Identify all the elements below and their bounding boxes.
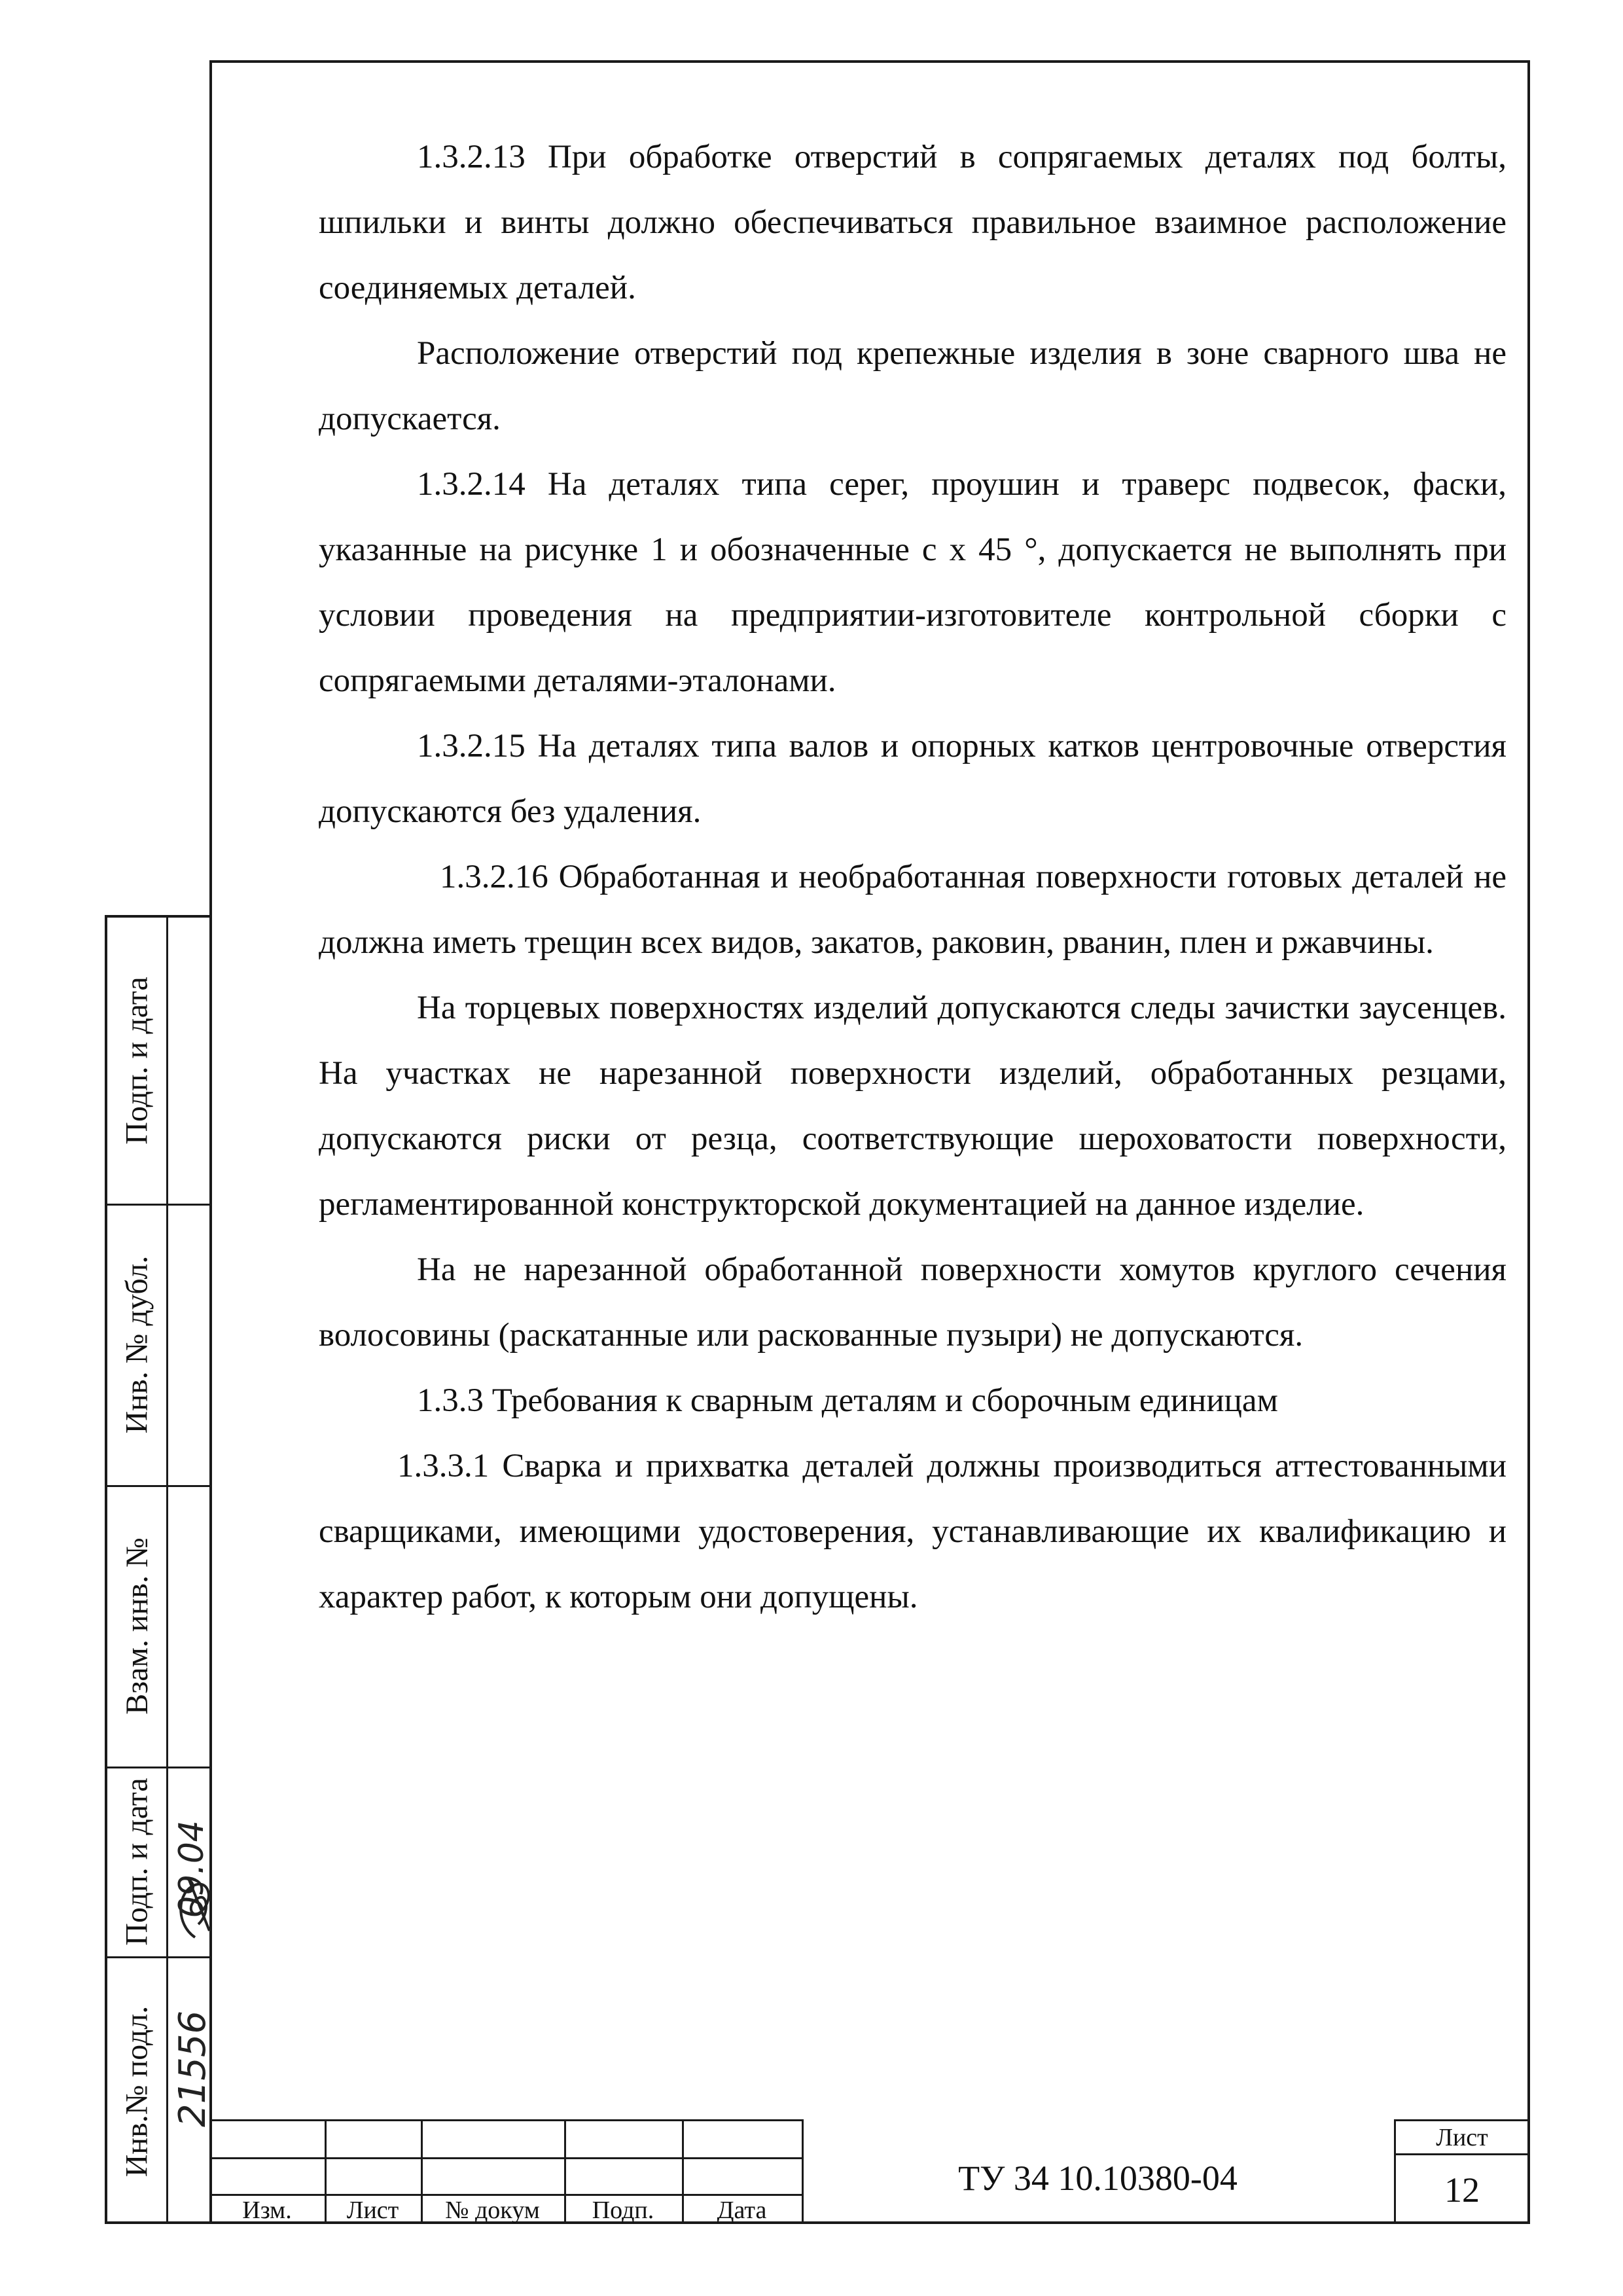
header-sheet: Лист [346, 2196, 399, 2224]
header-change: Изм. [242, 2196, 292, 2224]
document-body [319, 124, 1507, 1630]
handwritten-inv-number: 21556 [171, 2010, 214, 2127]
paragraph-holes-weld-zone: Расположение отверстий под крепежные изделия в зоне сварного шва не допускается. [319, 335, 1507, 437]
paragraph-1-3-2-13: 1.3.2.13 При обработке отверстий в сопрягаемых деталях под болты, шпильки и винты должно обеспечиваться правильное взаимное расположение соединяемых деталей. [319, 139, 1507, 306]
title-block-top-line [209, 2119, 802, 2121]
side-label-inv-dupl: Инв. № дубл. [119, 1255, 154, 1433]
side-label-replaces-inv: Взам. инв. № [119, 1537, 154, 1715]
paragraph-1-3-3-1: 1.3.3.1 Сварка и прихватка деталей должны производиться аттестованными сварщиками, имеющими удостоверения, устанавливающие их квалификацию и характер работ, к которым они допущены. [319, 1448, 1507, 1615]
heading-1-3-3: 1.3.3 Требования к сварным деталям и сборочным единицам [417, 1382, 1278, 1419]
title-block-sheet-top [1394, 2119, 1530, 2121]
sheet-number: 12 [1444, 2170, 1480, 2210]
paragraph-1-3-2-14: 1.3.2.14 На деталях типа серег, проушин и траверс подвесок, фаски, указанные на рисунке 1 и обозначенные с х 45 °, допускается не выполнять при условии проведения на предприятии-изготовителе контрольной сборки с сопрягаемыми деталями-эталонами. [319, 466, 1507, 699]
side-label-sign-date-1: Подп. и дата [119, 977, 154, 1145]
paragraph-1-3-2-16: 1.3.2.16 Обработанная и необработанная поверхности готовых деталей не должна иметь трещин всех видов, закатов, раковин, рванин, плен и ржавчины. [319, 859, 1507, 961]
document-code: ТУ 34 10.10380-04 [958, 2159, 1238, 2198]
header-signature: Подп. [592, 2196, 654, 2224]
title-block [209, 2119, 1530, 2224]
paragraph-1-3-2-15: 1.3.2.15 На деталях типа валов и опорных катков центровочные отверстия допускаются без удаления. [319, 728, 1507, 830]
header-date: Дата [717, 2196, 767, 2224]
side-label-sign-date-2: Подп. и дата [119, 1777, 154, 1946]
side-label-inv-original: Инв.№ подл. [119, 2005, 154, 2178]
side-stamp-divider [166, 918, 168, 2221]
paragraph-end-surfaces: На торцевых поверхностях изделий допускаются следы зачистки заусенцев. На участках не нарезанной поверхности изделий, обработанных резцами, допускаются риски от резца, соответствующие шероховатости поверхности, регламентированной конструкторской документацией на данное изделие. [319, 990, 1507, 1223]
handwritten-date: 09.04 [172, 1820, 211, 1918]
title-block-row-line [209, 2157, 802, 2159]
paragraph-clamps: На не нарезанной обработанной поверхности хомутов круглого сечения волосовины (раскатанные или раскованные пузыри) не допускаются. [319, 1251, 1507, 1354]
header-doc-number: № докум [445, 2196, 540, 2224]
sheet-label: Лист [1436, 2124, 1488, 2151]
